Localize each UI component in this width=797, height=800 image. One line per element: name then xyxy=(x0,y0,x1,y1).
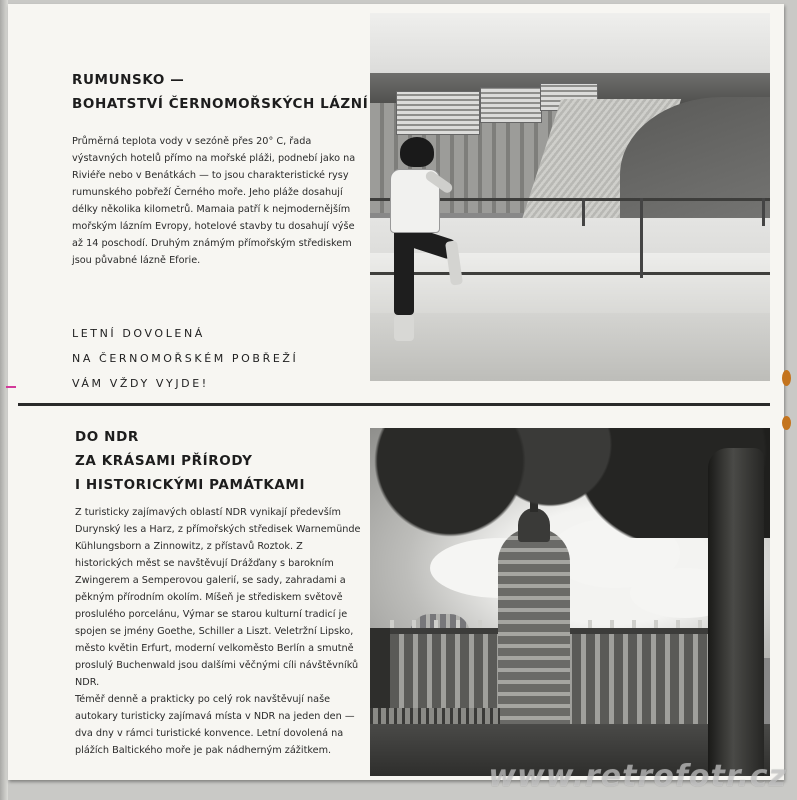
page-shadow-edge xyxy=(0,0,8,800)
stain-spot xyxy=(782,416,791,430)
photo-crown-gate-tower xyxy=(498,528,570,728)
romania-body-text: Průměrná teplota vody v sezóně přes 20° C, řada výstavných hotelů přímo na mořské pláži, podnebí jako na Riviéře nebo v Benátkách — to jsou charakteristické rysy rumunského pobřeží Černého moře. Jeho pláže dosahují délky několika kilometrů. Mamaia patří k nejmodernějším mořským lázním Evropy, hotelové stavby tu dosahují výše až 14 poschodí. Druhým známým přímořským střediskem jsou půvabné lázně Eforie. xyxy=(72,136,356,266)
photo-railing-post xyxy=(762,198,765,226)
gdr-paragraph: Z turisticky zajímavých oblastí NDR vynikají především Durynský les a Harz, z přímořských středisek Warnemünde Kühlungsborn a Zinnowitz, z přístavů Roztok. Z historických měst se navštěvují Drážďany s barokním Zwingerem a Semperovou galerií, se sady, zahradami a pěkným přírodním okolím. Míšeň je střediskem světově proslulého porcelánu, Výmar se starou kulturní tradicí je spojen se jmény Goethe, Schiller a Liszt. Veletržní Lipsko, město květin Erfurt, moderní velkoměsto Berlín a smutně proslulý Buchenwald jsou dalšími věčnými cíli návštěvníků NDR. xyxy=(75,507,361,688)
heading-line: BOHATSTVÍ ČERNOMOŘSKÝCH LÁZNÍ xyxy=(72,96,369,112)
gdr-heading xyxy=(75,425,367,497)
print-mark xyxy=(6,386,16,388)
photo-tree-trunk xyxy=(708,448,764,776)
photo-hotel-building xyxy=(396,91,480,135)
slogan-line: NA ČERNOMOŘSKÉM POBŘEŽÍ xyxy=(72,352,299,365)
stain-spot xyxy=(782,370,791,386)
photo-woman-figure xyxy=(378,133,458,353)
gdr-body-text xyxy=(75,504,361,759)
section-divider xyxy=(18,403,770,406)
romania-slogan xyxy=(72,321,362,396)
gdr-paragraph: Téměř denně a prakticky po celý rok navštěvují naše autokary turisticky zajímavá místa v NDR na jeden den — dva dny v rámci turistické konvence. Letní dovolená na plážích Baltického moře je pak nádherným zážitkem. xyxy=(75,694,355,756)
slogan-line: LETNÍ DOVOLENÁ xyxy=(72,327,205,340)
heading-line: RUMUNSKO — xyxy=(72,72,185,88)
romania-heading xyxy=(72,68,369,116)
photo-hotel-building xyxy=(480,87,542,123)
site-watermark: www.retrofotr.cz xyxy=(488,759,787,794)
heading-line: ZA KRÁSAMI PŘÍRODY xyxy=(75,453,253,469)
heading-line: DO NDR xyxy=(75,429,139,445)
photo-bridge xyxy=(370,708,500,724)
photo-railing-post xyxy=(582,198,585,226)
photo-railing-post xyxy=(640,198,643,278)
heading-line: I HISTORICKÝMI PAMÁTKAMI xyxy=(75,477,306,493)
slogan-line: VÁM VŽDY VYJDE! xyxy=(72,377,209,390)
zwinger-palace-photo xyxy=(370,428,770,776)
black-sea-resort-photo xyxy=(370,13,770,381)
